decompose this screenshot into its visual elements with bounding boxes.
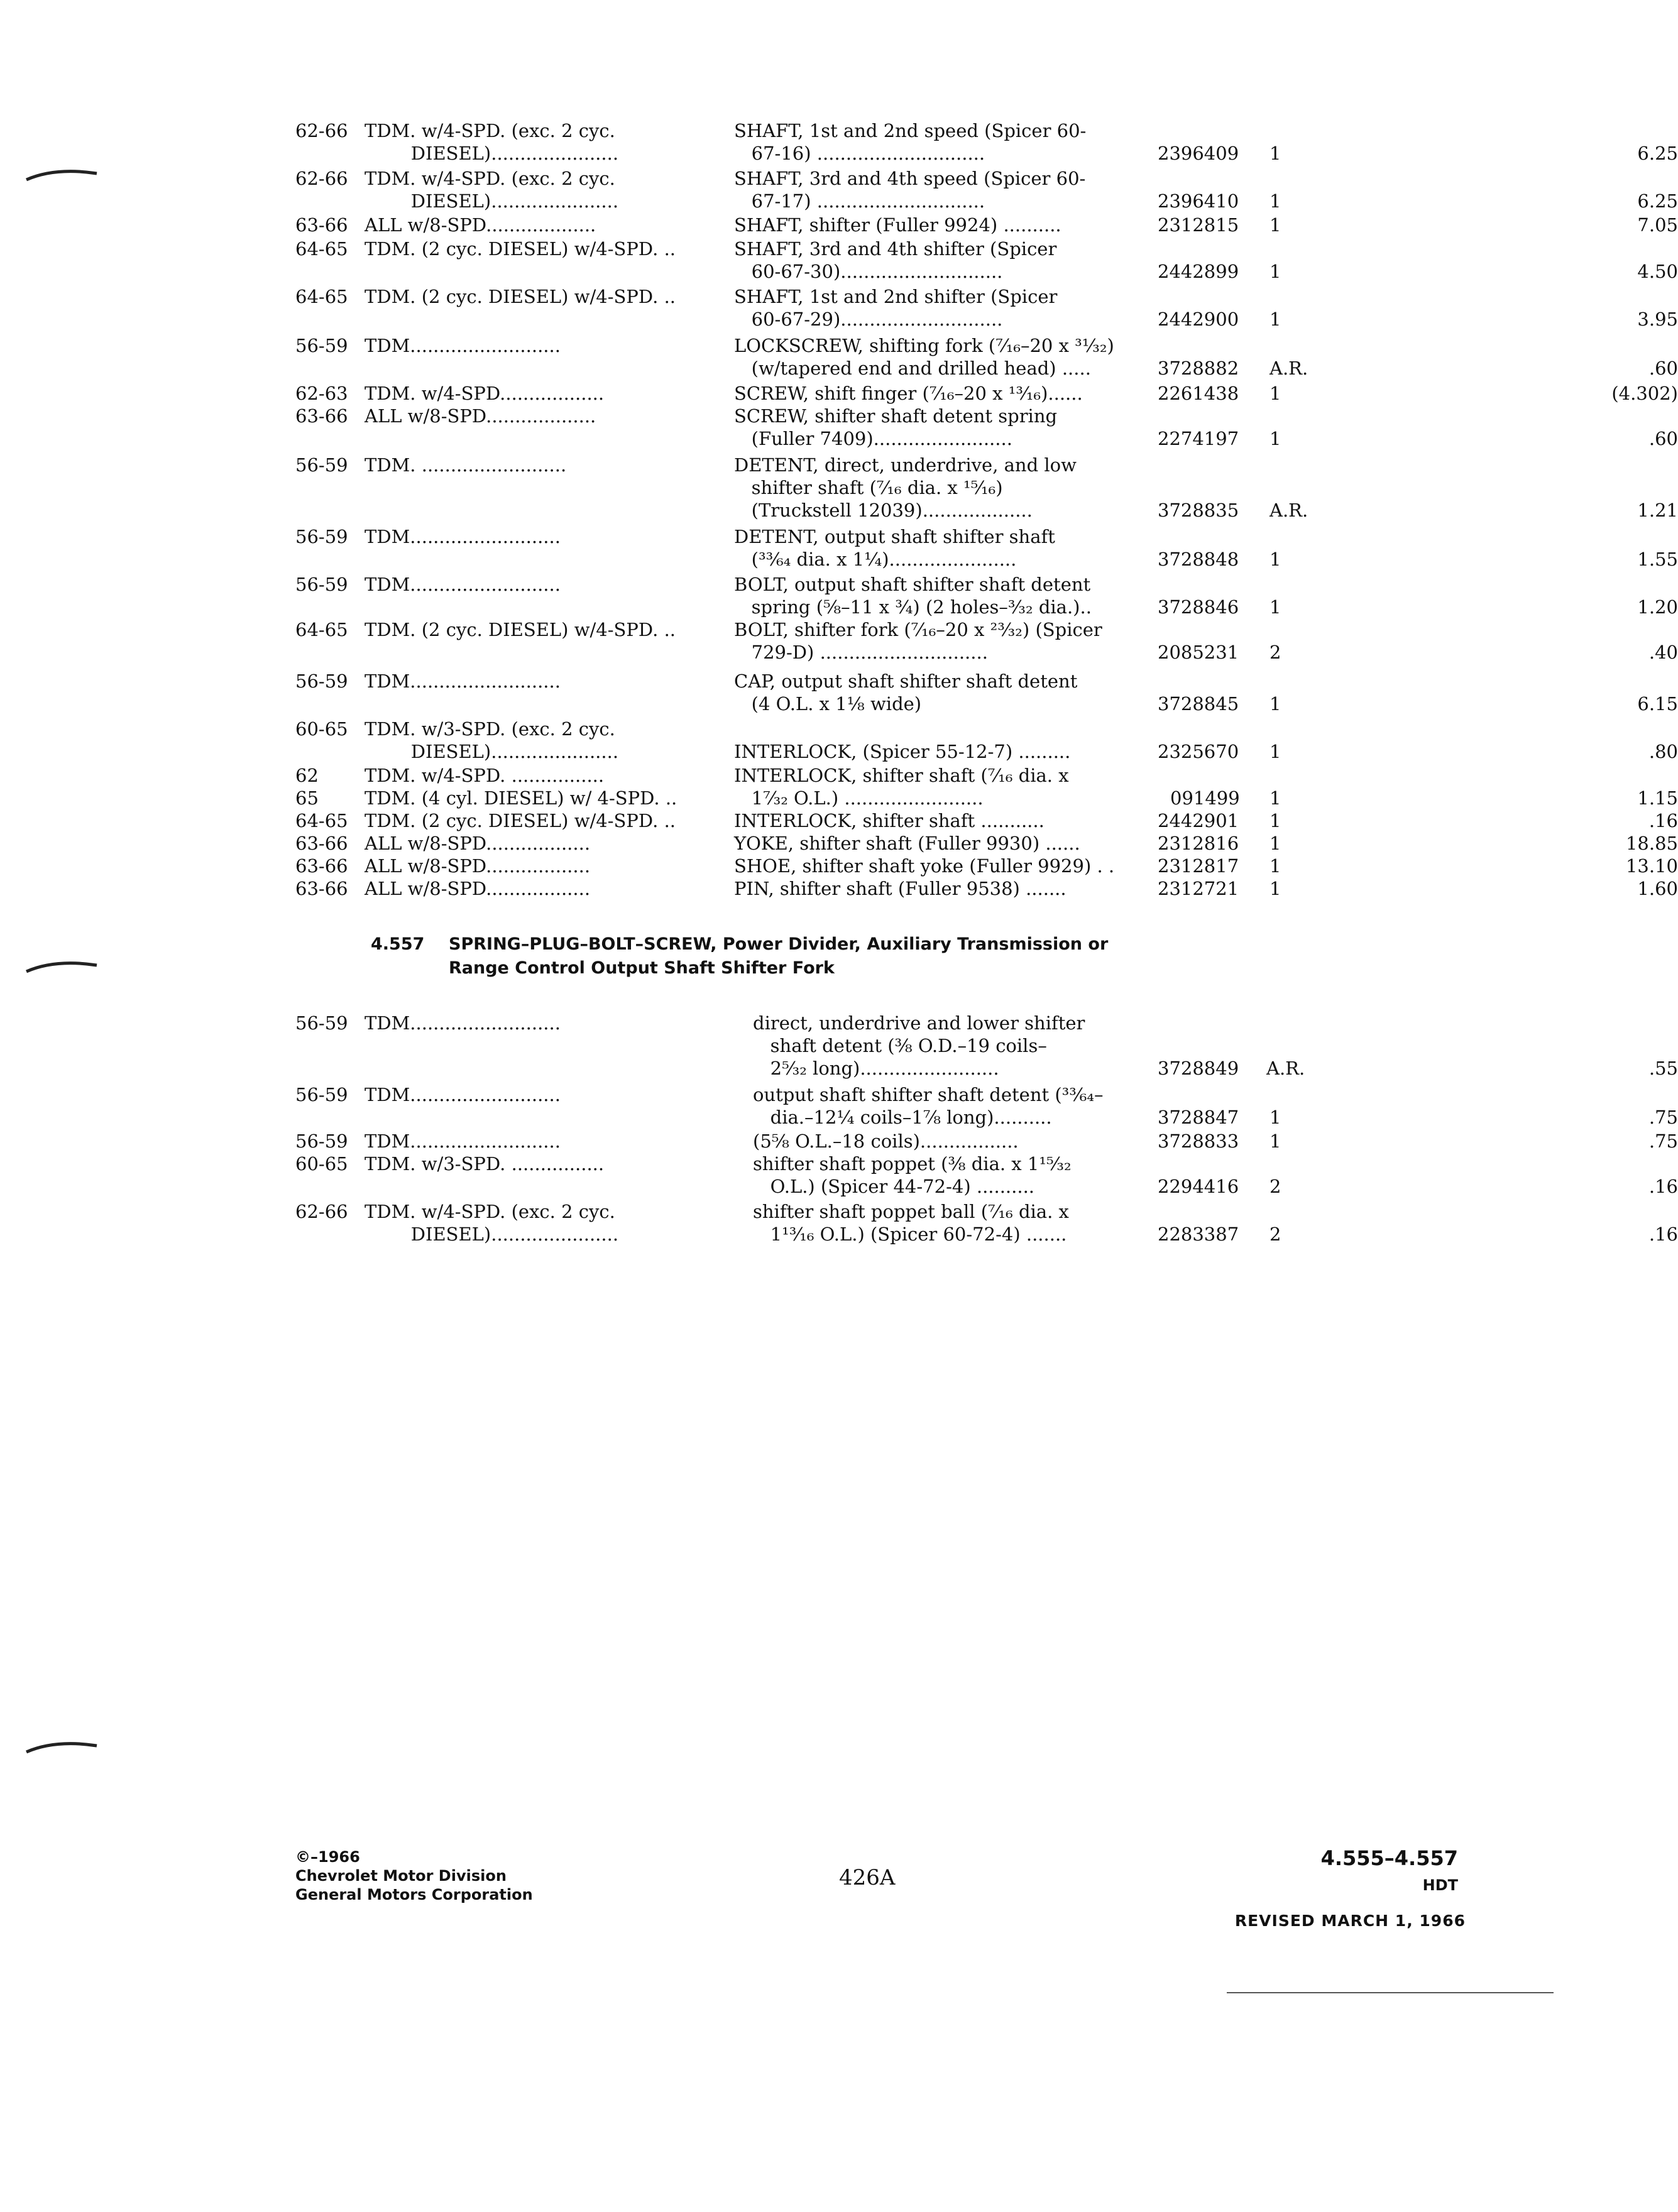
description: INTERLOCK, shifter shaft (⁷⁄₁₆ dia. x [734,765,1069,786]
description: LOCKSCREW, shifting fork (⁷⁄₁₆–20 x ³¹⁄₃₂) (w/tapered end and drilled head) ..... [734,335,1114,379]
publisher-block [295,1848,533,1904]
part-number: 3728882 [1158,358,1239,379]
part-number: 3728847 [1158,1107,1239,1128]
quantity: 1 [1269,261,1281,282]
price: 6.25 [1637,143,1678,164]
part-number: 2442899 [1158,261,1239,282]
price: 7.05 [1637,214,1678,236]
revision-date: REVISED MARCH 1, 1966 [1234,1912,1466,1930]
price: .60 [1648,358,1678,379]
quantity: 1 [1269,741,1281,762]
description: SHOE, shifter shaft yoke (Fuller 9929) . . [734,855,1115,877]
section-title-line1: SPRING–PLUG–BOLT–SCREW, Power Divider, Auxiliary Transmission or [449,934,1109,954]
table-row [295,285,1678,333]
table-row [295,573,1678,621]
quantity: 1 [1269,214,1281,236]
quantity: 2 [1269,1224,1281,1245]
application: ALL w/8-SPD................... [365,214,596,236]
binder-hole-mark [24,163,99,189]
section-number: 4.557 [371,934,425,954]
part-number: 2274197 [1158,428,1239,449]
description: (5⅝ O.L.–18 coils)................. [753,1131,1019,1152]
description: SHAFT, 1st and 2nd speed (Spicer 60- 67-16) ............................. [734,120,1087,164]
part-number: 2325670 [1158,741,1239,762]
table-row [295,877,1678,902]
year-range: 63-66 [295,214,348,236]
application: TDM. (2 cyc. DIESEL) w/4-SPD. .. [365,619,676,640]
application: TDM.......................... [365,526,561,547]
year-range: 62-63 [295,383,348,404]
part-number: 2261438 [1158,383,1239,404]
price: .16 [1648,810,1678,831]
year-range: 56-59 [295,671,348,692]
year-range: 65 [295,787,319,809]
quantity: 1 [1269,878,1281,899]
application: TDM. w/4-SPD. (exc. 2 cyc. DIESEL)...................... [365,120,619,164]
application: ALL w/8-SPD.................. [365,878,591,899]
table-row [295,454,1678,525]
quantity: 2 [1269,642,1281,663]
year-range: 60-65 [295,1153,348,1174]
application: TDM. w/4-SPD.................. [365,383,605,404]
table-row [295,334,1678,382]
description: SHAFT, 3rd and 4th speed (Spicer 60- 67-17) ............................. [734,168,1086,212]
part-number: 3728846 [1158,596,1239,618]
year-range: 60-65 [295,718,348,740]
year-range: 63-66 [295,855,348,877]
application: ALL w/8-SPD................... [365,405,596,427]
application: ALL w/8-SPD.................. [365,855,591,877]
price: 1.60 [1637,878,1678,899]
application: TDM.......................... [365,1131,561,1152]
table-row [295,809,1678,835]
quantity: 2 [1269,1176,1281,1197]
price: .75 [1648,1107,1678,1128]
part-number: 3728833 [1158,1131,1239,1152]
table-row [295,214,1678,239]
table-row [295,787,1678,812]
description: BOLT, shifter fork (⁷⁄₁₆–20 x ²³⁄₃₂) (Spicer 729-D) ............................. [734,619,1102,663]
table-row [295,1083,1678,1131]
copyright: ©–1966 [295,1848,360,1866]
description: direct, underdrive and lower shifter shaft detent (⅜ O.D.–19 coils– 2⁵⁄₃₂ long)........................ [753,1012,1085,1079]
table-row [295,382,1678,407]
part-number: 2312721 [1158,878,1239,899]
catalog-code: HDT [1422,1876,1458,1894]
price: 13.10 [1625,855,1678,877]
year-range: 56-59 [295,335,348,356]
scan-artifact-line [1227,1992,1554,1993]
application: TDM. (2 cyc. DIESEL) w/4-SPD. .. [365,286,676,307]
quantity: 1 [1269,855,1281,877]
year-range: 56-59 [295,1012,348,1034]
application: TDM.......................... [365,671,561,692]
section-title-line2: Range Control Output Shaft Shifter Fork [449,958,835,978]
part-number: 2312817 [1158,855,1239,877]
application: TDM. (4 cyl. DIESEL) w/ 4-SPD. .. [365,787,677,809]
year-range: 56-59 [295,454,348,476]
price: .80 [1648,741,1678,762]
application: TDM.......................... [365,1012,561,1034]
year-range: 64-65 [295,810,348,831]
part-number: 2396410 [1158,190,1239,212]
year-range: 63-66 [295,405,348,427]
year-range: 56-59 [295,1084,348,1105]
description: INTERLOCK, (Spicer 55-12-7) ......... [734,741,1071,762]
quantity: 1 [1269,309,1281,330]
part-number: 2396409 [1158,143,1239,164]
application: TDM. w/4-SPD. (exc. 2 cyc. DIESEL)...................... [365,168,619,212]
part-number: 2312815 [1158,214,1239,236]
quantity: 1 [1269,383,1281,404]
price: 18.85 [1625,833,1678,854]
part-number: 3728835 [1158,500,1239,521]
quantity: 1 [1269,190,1281,212]
part-number: 2312816 [1158,833,1239,854]
application: TDM.......................... [365,1084,561,1105]
quantity: 1 [1269,596,1281,618]
part-number: 3728849 [1158,1058,1239,1079]
table-row [295,855,1678,880]
quantity: 1 [1269,143,1281,164]
description: INTERLOCK, shifter shaft ........... [734,810,1045,831]
price: 3.95 [1637,309,1678,330]
application: TDM. (2 cyc. DIESEL) w/4-SPD. .. [365,810,676,831]
quantity: 1 [1269,787,1281,809]
year-range: 64-65 [295,619,348,640]
price: (4.302) [1611,383,1678,404]
table-row [295,832,1678,857]
part-number: 2442901 [1158,810,1239,831]
price: .75 [1648,1131,1678,1152]
table-row [295,167,1678,215]
price: 4.50 [1637,261,1678,282]
application: ALL w/8-SPD.................. [365,833,591,854]
table-row [295,764,1401,789]
price: 1.15 [1637,787,1678,809]
table-row [295,1130,1678,1155]
price: .16 [1648,1176,1678,1197]
binder-hole-mark [24,1736,99,1761]
year-range: 56-59 [295,574,348,595]
application: TDM.......................... [365,574,561,595]
description: SHAFT, 3rd and 4th shifter (Spicer 60-67-30)............................ [734,238,1057,282]
table-row [295,618,1678,666]
description: SCREW, shift finger (⁷⁄₁₆–20 x ¹³⁄₁₆)...... [734,383,1083,404]
description: CAP, output shaft shifter shaft detent (4 O.L. x 1⅛ wide) [734,671,1078,715]
table-row [295,525,1678,573]
page-number: 426A [839,1865,896,1890]
price: 6.25 [1637,190,1678,212]
price: 1.20 [1637,596,1678,618]
table-row [295,405,1678,452]
quantity: A.R. [1269,500,1308,521]
part-number: 2283387 [1158,1224,1239,1245]
year-range: 62 [295,765,319,786]
price: .60 [1648,428,1678,449]
description: shifter shaft poppet ball (⁷⁄₁₆ dia. x 1¹³⁄₁₆ O.L.) (Spicer 60-72-4) ....... [753,1201,1069,1245]
application: TDM. ......................... [365,454,567,476]
price: 1.55 [1637,549,1678,570]
year-range: 56-59 [295,526,348,547]
year-range: 63-66 [295,878,348,899]
part-number: 091499 [1170,787,1240,809]
application: TDM.......................... [365,335,561,356]
description: SHAFT, 1st and 2nd shifter (Spicer 60-67-29)............................ [734,286,1058,330]
quantity: 1 [1269,549,1281,570]
quantity: 1 [1269,833,1281,854]
quantity: 1 [1269,428,1281,449]
part-number: 3728848 [1158,549,1239,570]
description: DETENT, direct, underdrive, and low shifter shaft (⁷⁄₁₆ dia. x ¹⁵⁄₁₆) (Truckstell 12039)................... [734,454,1077,521]
description: BOLT, output shaft shifter shaft detent spring (⅝–11 x ¾) (2 holes–³⁄₃₂ dia.).. [734,574,1092,618]
part-number: 2442900 [1158,309,1239,330]
description: SCREW, shifter shaft detent spring (Fuller 7409)........................ [734,405,1058,449]
price: .16 [1648,1224,1678,1245]
corporation-name: General Motors Corporation [295,1886,533,1903]
price: 1.21 [1637,500,1678,521]
description: output shaft shifter shaft detent (³³⁄₆₄– dia.–12¼ coils–1⅞ long).......... [753,1084,1104,1128]
year-range: 62-66 [295,168,348,189]
table-row [295,1200,1678,1248]
quantity: 1 [1269,1107,1281,1128]
application: TDM. w/3-SPD. ................ [365,1153,605,1174]
application: TDM. (2 cyc. DIESEL) w/4-SPD. .. [365,238,676,260]
description: 1⁷⁄₃₂ O.L.) ........................ [734,787,984,809]
division-name: Chevrolet Motor Division [295,1867,507,1885]
year-range: 62-66 [295,1201,348,1222]
part-number: 2294416 [1158,1176,1239,1197]
price: .40 [1648,642,1678,663]
table-row [295,1012,1678,1083]
description: DETENT, output shaft shifter shaft (³³⁄₆₄ dia. x 1¼)...................... [734,526,1055,570]
table-row [295,718,1678,765]
table-row [295,119,1678,167]
quantity: A.R. [1266,1058,1305,1079]
quantity: A.R. [1269,358,1308,379]
part-number: 3728845 [1158,693,1239,715]
year-range: 63-66 [295,833,348,854]
description: shifter shaft poppet (⅜ dia. x 1¹⁵⁄₃₂ O.L.) (Spicer 44-72-4) .......... [753,1153,1072,1197]
section-range: 4.555–4.557 [1320,1846,1458,1870]
year-range: 64-65 [295,286,348,307]
description: PIN, shifter shaft (Fuller 9538) ....... [734,878,1067,899]
part-number: 2085231 [1158,642,1239,663]
description: YOKE, shifter shaft (Fuller 9930) ...... [734,833,1080,854]
table-row [295,238,1678,285]
year-range: 62-66 [295,120,348,141]
price: .55 [1648,1058,1678,1079]
year-range: 56-59 [295,1131,348,1152]
description: SHAFT, shifter (Fuller 9924) .......... [734,214,1061,236]
year-range: 64-65 [295,238,348,260]
table-row [295,1153,1678,1200]
application: TDM. w/4-SPD. ................ [365,765,605,786]
table-row [295,670,1678,718]
quantity: 1 [1269,810,1281,831]
application: TDM. w/4-SPD. (exc. 2 cyc. DIESEL)...................... [365,1201,619,1245]
quantity: 1 [1269,693,1281,715]
quantity: 1 [1269,1131,1281,1152]
binder-hole-mark [24,955,99,980]
application: TDM. w/3-SPD. (exc. 2 cyc. DIESEL)...................... [365,718,619,762]
price: 6.15 [1637,693,1678,715]
